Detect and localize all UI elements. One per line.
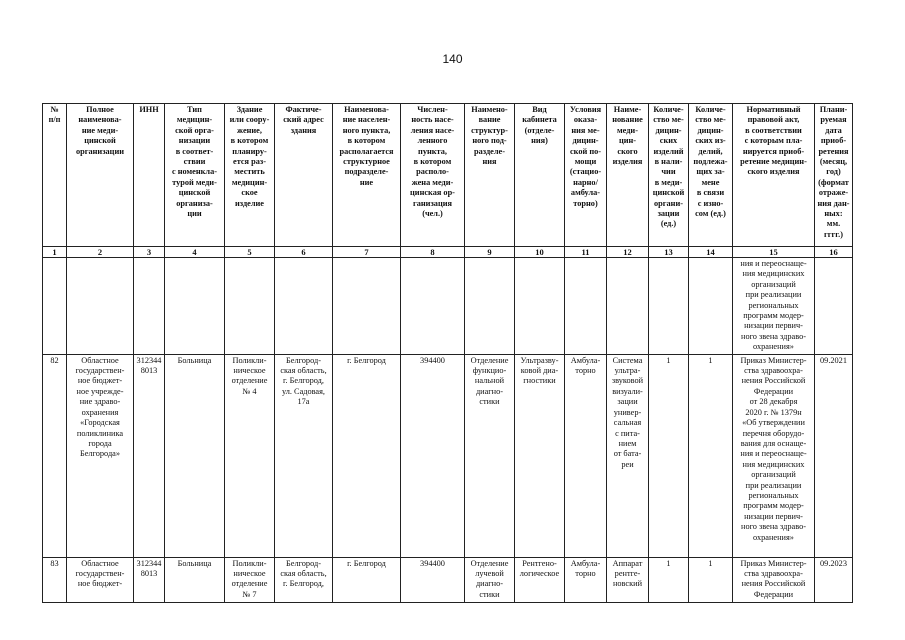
- org-type: Больница: [165, 557, 225, 602]
- header-cell-conditions: Условия оказа- ния ме- дицин- ской по- мощи (стацио- нарно/ амбула- торно): [565, 104, 607, 247]
- qty-available: 1: [649, 354, 689, 557]
- header-cell-building: Здание или соору- жение, в котором планиру- ется раз- местить медицин- ское изделие: [225, 104, 275, 247]
- column-number: 15: [733, 247, 815, 258]
- empty-cell: [815, 258, 853, 355]
- empty-cell: [225, 258, 275, 355]
- legal-act: Приказ Министер- ства здравоохра- нения Российской Федерации от 28 декабря 2020 г. № 1379н «Об утверждении перечня оборудо- вания для оснаще- ния и переоснаще- ния медицинских организаций при реализации региональных программ модер- низации первич- ного звена здраво- охранения»: [733, 354, 815, 557]
- empty-cell: [165, 258, 225, 355]
- header-cell-unit: Наимено- вание структур- ного под- разделе- ния: [465, 104, 515, 247]
- address: Белгород- ская область, г. Белгород,: [275, 557, 333, 602]
- empty-cell: [134, 258, 165, 355]
- column-number: 8: [401, 247, 465, 258]
- column-number: 1: [43, 247, 67, 258]
- column-number-row: [43, 247, 853, 258]
- planned-date: 09.2023: [815, 557, 853, 602]
- column-number: 11: [565, 247, 607, 258]
- header-cell-locality: Наименова- ние населен- ного пункта, в котором располагается структурное подразделе- ние: [333, 104, 401, 247]
- cabinet-type: Рентгено- логическое: [515, 557, 565, 602]
- header-cell-qty-replace: Количе- ство ме- дицин- ских из- делий, подлежа- щих за- мене в связи с изно- сом (ед.): [689, 104, 733, 247]
- empty-cell: [333, 258, 401, 355]
- locality: г. Белгород: [333, 354, 401, 557]
- device-name: Система ультра- звуковой визуали- зации универ- сальная с пита- нием от бата- реи: [607, 354, 649, 557]
- header-cell-device: Наиме- нование меди- цин- ского изделия: [607, 104, 649, 247]
- empty-cell: [689, 258, 733, 355]
- qty-available: 1: [649, 557, 689, 602]
- structural-unit: Отделение лучевой диагно- стики: [465, 557, 515, 602]
- org-name: Областное государствен- ное бюджет-: [67, 557, 134, 602]
- care-conditions: Амбула- торно: [565, 557, 607, 602]
- header-cell-inn: ИНН: [134, 104, 165, 247]
- qty-replace: 1: [689, 557, 733, 602]
- header-cell-org: Полное наименова- ние меди- цинской организации: [67, 104, 134, 247]
- inn: 312344 8013: [134, 354, 165, 557]
- column-number: 6: [275, 247, 333, 258]
- column-number: 5: [225, 247, 275, 258]
- continuation-row: [43, 258, 853, 355]
- column-number: 3: [134, 247, 165, 258]
- page-number: 140: [442, 52, 463, 66]
- column-number: 7: [333, 247, 401, 258]
- care-conditions: Амбула- торно: [565, 354, 607, 557]
- empty-cell: [649, 258, 689, 355]
- device-name: Аппарат рентге- новский: [607, 557, 649, 602]
- empty-cell: [515, 258, 565, 355]
- structural-unit: Отделение функцио- нальной диагно- стики: [465, 354, 515, 557]
- column-number: 14: [689, 247, 733, 258]
- empty-cell: [401, 258, 465, 355]
- planned-date: 09.2021: [815, 354, 853, 557]
- row-number: 82: [43, 354, 67, 557]
- building: Поликли- ническое отделение № 7: [225, 557, 275, 602]
- header-cell-n: № п/п: [43, 104, 67, 247]
- empty-cell: [465, 258, 515, 355]
- population: 394400: [401, 354, 465, 557]
- address: Белгород- ская область, г. Белгород, ул. Садовая, 17а: [275, 354, 333, 557]
- column-number: 16: [815, 247, 853, 258]
- column-number: 2: [67, 247, 134, 258]
- header-cell-date: Плани- руемая дата приоб- ретения (месяц, год) (формат отраже- ния дан- ных: мм. гггг.): [815, 104, 853, 247]
- header-cell-population: Числен- ность насе- ления насе- ленного пункта, в котором располо- жена меди- цинская ор- ганизация (чел.): [401, 104, 465, 247]
- locality: г. Белгород: [333, 557, 401, 602]
- org-name: Областное государствен- ное бюджет- ное учрежде- ние здраво- охранения «Городская поликлиника города Белгорода»: [67, 354, 134, 557]
- header-cell-cabinet: Вид кабинета (отделе- ния): [515, 104, 565, 247]
- header-row: [43, 104, 853, 247]
- cabinet-type: Ультразву- ковой диа- гностики: [515, 354, 565, 557]
- legal-act: Приказ Министер- ства здравоохра- нения Российской Федерации: [733, 557, 815, 602]
- column-number: 10: [515, 247, 565, 258]
- empty-cell: [565, 258, 607, 355]
- equipment-table: [42, 103, 853, 603]
- column-number: 4: [165, 247, 225, 258]
- table-row: [43, 557, 853, 602]
- empty-cell: [43, 258, 67, 355]
- column-number: 12: [607, 247, 649, 258]
- table-row: [43, 354, 853, 557]
- building: Поликли- ническое отделение № 4: [225, 354, 275, 557]
- header-cell-address: Фактиче- ский адрес здания: [275, 104, 333, 247]
- header-cell-act: Нормативный правовой акт, в соответствии с которым пла- нируется приоб- ретение медицин- ского изделия: [733, 104, 815, 247]
- column-number: 9: [465, 247, 515, 258]
- inn: 312344 8013: [134, 557, 165, 602]
- population: 394400: [401, 557, 465, 602]
- empty-cell: [607, 258, 649, 355]
- row-number: 83: [43, 557, 67, 602]
- header-cell-qty-have: Количе- ство ме- дицин- ских изделий в нали- чии в меди- цинской органи- зации (ед.): [649, 104, 689, 247]
- act-continuation-text: ния и переоснаще- ния медицинских организаций при реализации региональных программ модер- низации первич- ного звена здраво- охранения»: [733, 258, 815, 355]
- column-number: 13: [649, 247, 689, 258]
- empty-cell: [67, 258, 134, 355]
- org-type: Больница: [165, 354, 225, 557]
- empty-cell: [275, 258, 333, 355]
- qty-replace: 1: [689, 354, 733, 557]
- header-cell-type: Тип медицин- ской орга- низации в соответ- ствии с номенкла- турой меди- цинской организа- ции: [165, 104, 225, 247]
